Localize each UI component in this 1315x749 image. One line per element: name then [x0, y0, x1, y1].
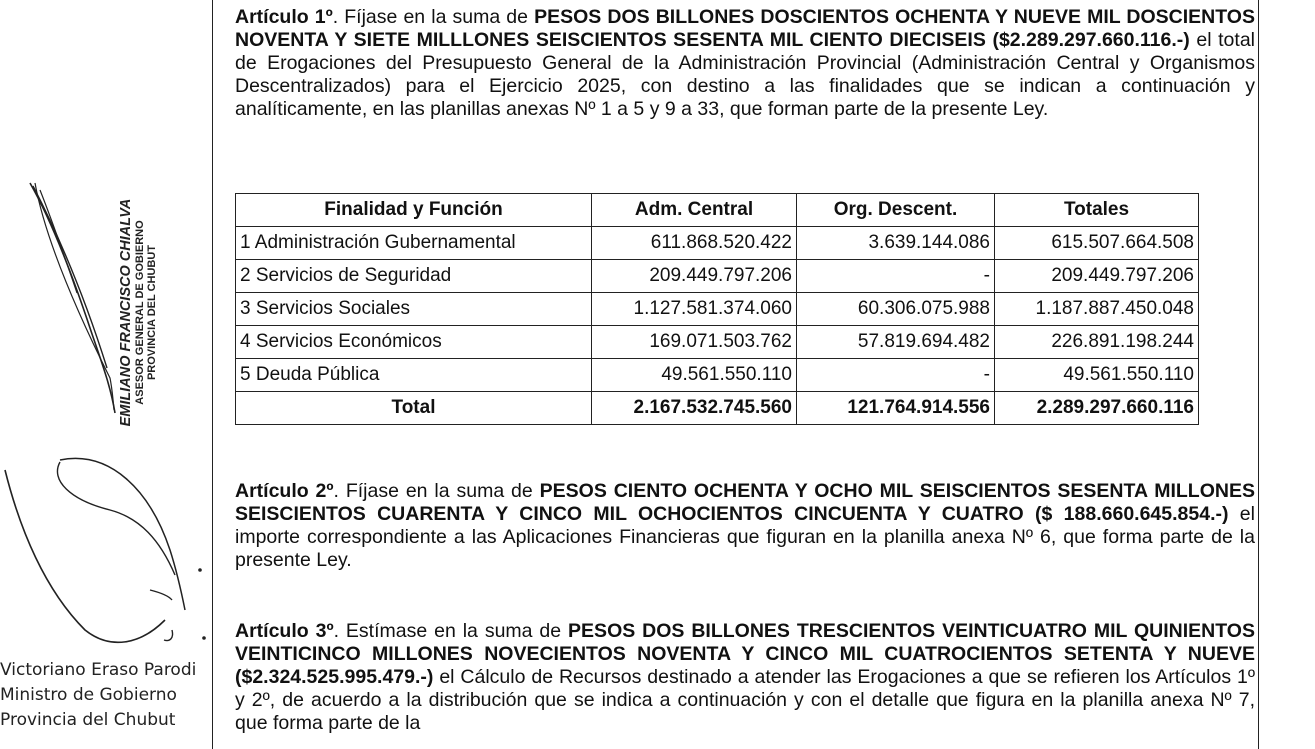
cell-finalidad: 2 Servicios de Seguridad	[236, 260, 592, 293]
cell-finalidad: 4 Servicios Económicos	[236, 326, 592, 359]
stamp-ministro	[0, 658, 196, 733]
total-org-descent: 121.764.914.556	[797, 392, 995, 425]
table-row	[236, 326, 1199, 359]
article-2-text-b: el importe correspondiente a las Aplicaciones Financieras que figuran en la planilla anexa Nº 6, que forma parte de la presente Ley.	[235, 503, 1255, 571]
cell-totales: 49.561.550.110	[995, 359, 1199, 392]
table-row	[236, 293, 1199, 326]
article-3-label: Artículo 3º	[235, 620, 334, 642]
cell-finalidad: 1 Administración Gubernamental	[236, 227, 592, 260]
article-3-amount: PESOS DOS BILLONES TRESCIENTOS VEINTICUATRO MIL QUINIENTOS VEINTICINCO MILLONES NOVECIENTOS NOVENTA Y CINCO MIL CUATROCIENTOS SETENTA Y NUEVE ($2.324.525.995.479.-)	[235, 620, 1255, 688]
article-1-label: Artículo 1º	[235, 6, 333, 28]
stamp-ministro-line-2: Ministro de Gobierno	[0, 685, 177, 705]
cell-adm-central: 209.449.797.206	[592, 260, 797, 293]
table-row	[236, 359, 1199, 392]
total-label: Total	[236, 392, 592, 425]
article-2-label: Artículo 2º	[235, 480, 334, 502]
table-total-row	[236, 392, 1199, 425]
cell-adm-central: 611.868.520.422	[592, 227, 797, 260]
header-org-descent: Org. Descent.	[797, 194, 995, 227]
article-1-amount: PESOS DOS BILLONES DOSCIENTOS OCHENTA Y NUEVE MIL DOSCIENTOS NOVENTA Y SIETE MILLLONES SEISCIENTOS SESENTA MIL CIENTO DIECISEIS ($2.289.297.660.116.-)	[235, 6, 1255, 51]
cell-org-descent: 60.306.075.988	[797, 293, 995, 326]
stamp-ministro-line-3: Provincia del Chubut	[0, 710, 176, 730]
cell-org-descent: -	[797, 359, 995, 392]
cell-totales: 1.187.887.450.048	[995, 293, 1199, 326]
article-3	[235, 620, 1255, 735]
cell-adm-central: 169.071.503.762	[592, 326, 797, 359]
stamp-asesor-role-1: ASESOR GENERAL DE GOBIERNO	[134, 220, 146, 405]
finalidad-table	[235, 193, 1199, 425]
article-3-text-a: . Estímase en la suma de	[333, 620, 569, 642]
table-row	[236, 227, 1199, 260]
article-2-text-a: . Fíjase en la suma de	[333, 480, 540, 502]
cell-adm-central: 1.127.581.374.060	[592, 293, 797, 326]
table-header-row	[236, 194, 1199, 227]
total-adm-central: 2.167.532.745.560	[592, 392, 797, 425]
article-1	[235, 6, 1255, 121]
stamp-ministro-line-1: Victoriano Eraso Parodi	[0, 660, 197, 680]
article-2	[235, 480, 1255, 572]
article-3-text-b: el Cálculo de Recursos destinado a atender las Erogaciones a que se refieren los Artículos 1º y 2º, de acuerdo a la distribución que se indica a continuación y con el detalle que figura en la planilla anexa Nº 7, que forma parte de la	[235, 666, 1255, 734]
cell-org-descent: 3.639.144.086	[797, 227, 995, 260]
header-adm-central: Adm. Central	[592, 194, 797, 227]
total-totales: 2.289.297.660.116	[995, 392, 1199, 425]
cell-finalidad: 3 Servicios Sociales	[236, 293, 592, 326]
stamp-asesor	[118, 190, 193, 435]
handwritten-signature-1	[15, 178, 125, 418]
cell-adm-central: 49.561.550.110	[592, 359, 797, 392]
article-2-amount: PESOS CIENTO OCHENTA Y OCHO MIL SEISCIENTOS SESENTA MILLONES SEISCIENTOS CUARENTA Y CINCO MIL OCHOCIENTOS CINCUENTA Y CUATRO ($ 188.660.645.854.-)	[235, 480, 1255, 525]
right-margin-line	[1258, 0, 1259, 749]
cell-org-descent: -	[797, 260, 995, 293]
article-1-text-a: . Fíjase en la suma de	[332, 6, 535, 28]
left-margin-line	[212, 0, 213, 749]
cell-totales: 615.507.664.508	[995, 227, 1199, 260]
header-totales: Totales	[995, 194, 1199, 227]
stamp-asesor-role-2: PROVINCIA DEL CHUBUT	[146, 244, 158, 381]
cell-finalidad: 5 Deuda Pública	[236, 359, 592, 392]
header-finalidad: Finalidad y Función	[236, 194, 592, 227]
cell-totales: 226.891.198.244	[995, 326, 1199, 359]
stamp-asesor-name: EMILIANO FRANCISCO CHIALVA	[118, 198, 134, 427]
handwritten-signature-2	[0, 450, 210, 660]
cell-totales: 209.449.797.206	[995, 260, 1199, 293]
table-row	[236, 260, 1199, 293]
article-1-text-b: el total de Erogaciones del Presupuesto General de la Administración Provincial (Administración Central y Organismos Descentralizados) para el Ejercicio 2025, con destino a las finalidades que se indican a continuación y analíticamente, en las planillas anexas Nº 1 a 5 y 9 a 33, que forman parte de la presente Ley.	[235, 29, 1255, 120]
cell-org-descent: 57.819.694.482	[797, 326, 995, 359]
